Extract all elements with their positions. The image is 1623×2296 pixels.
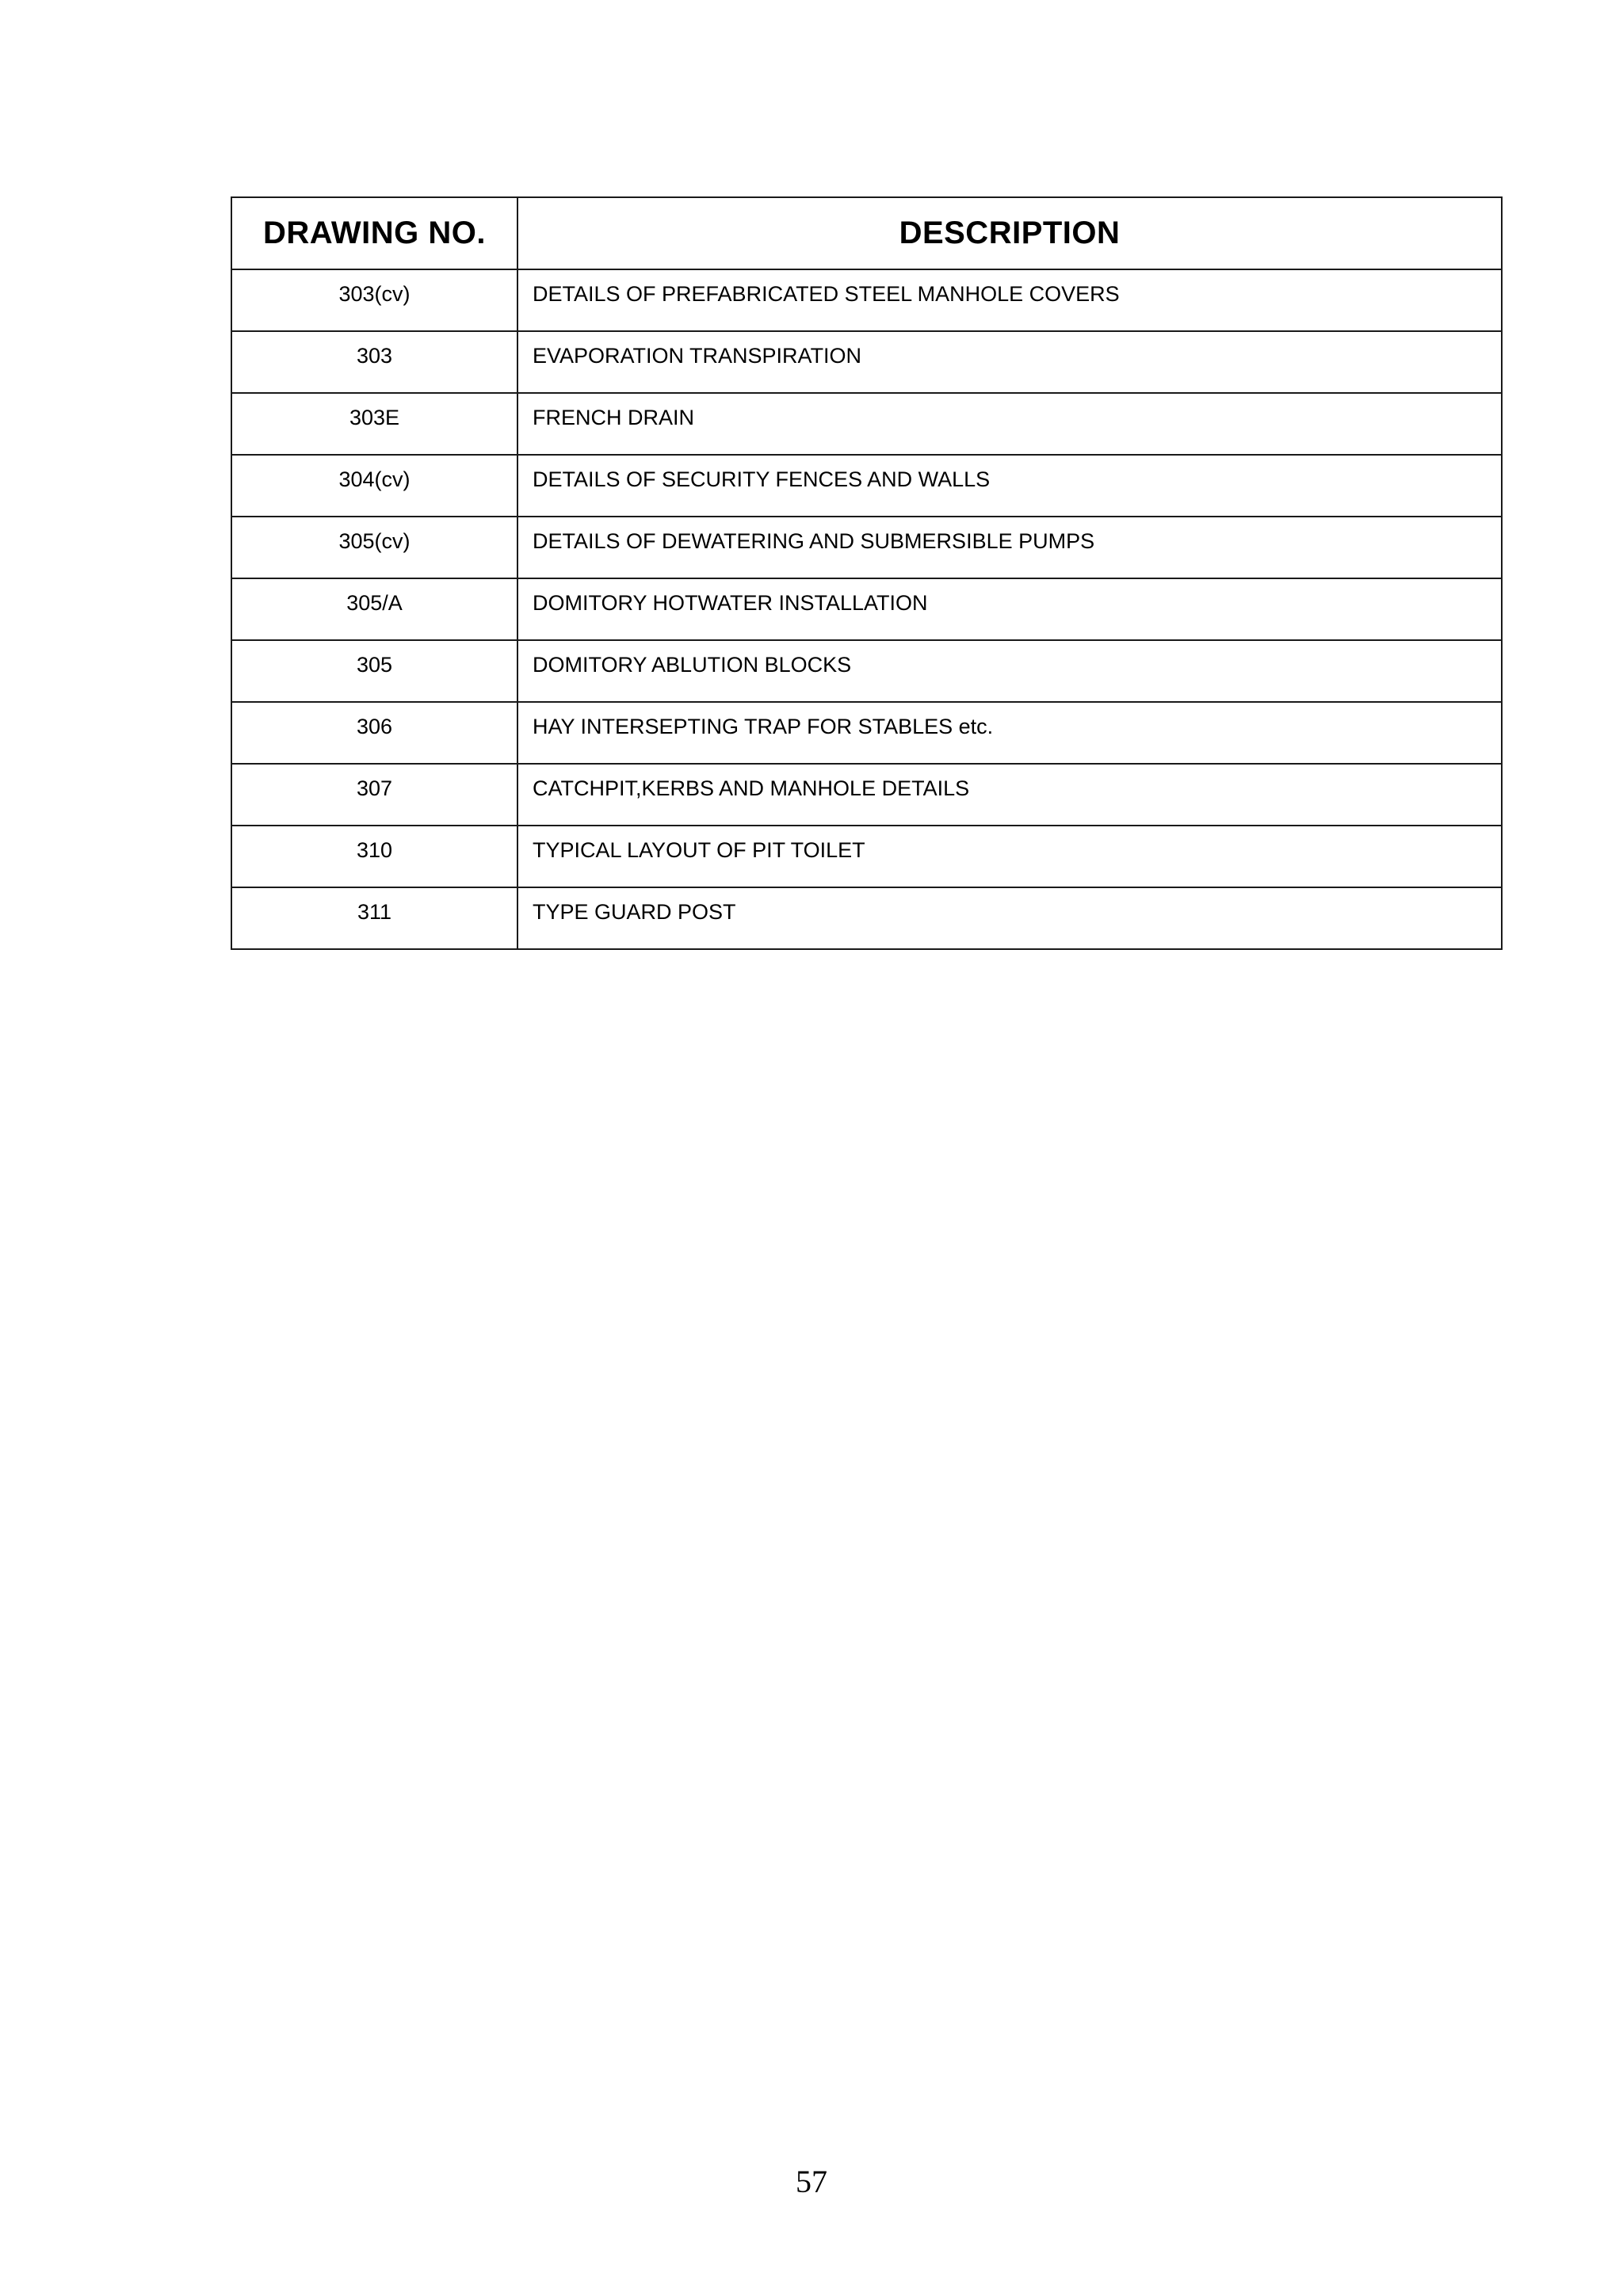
- drawing-no-cell: 311: [231, 887, 517, 949]
- drawing-no-cell: 305/A: [231, 578, 517, 640]
- description-cell: DETAILS OF PREFABRICATED STEEL MANHOLE COVERS: [517, 269, 1502, 331]
- table-row: [231, 578, 1502, 640]
- drawing-no-cell: 303: [231, 331, 517, 393]
- description-cell: HAY INTERSEPTING TRAP FOR STABLES etc.: [517, 702, 1502, 764]
- table-header-row: [231, 197, 1502, 269]
- header-description: DESCRIPTION: [517, 197, 1502, 269]
- table-row: [231, 517, 1502, 578]
- description-cell: TYPE GUARD POST: [517, 887, 1502, 949]
- table-row: [231, 269, 1502, 331]
- drawing-no-cell: 305(cv): [231, 517, 517, 578]
- description-cell: TYPICAL LAYOUT OF PIT TOILET: [517, 826, 1502, 887]
- table-row: [231, 455, 1502, 517]
- description-cell: DETAILS OF DEWATERING AND SUBMERSIBLE PUMPS: [517, 517, 1502, 578]
- drawing-no-cell: 303(cv): [231, 269, 517, 331]
- description-cell: DOMITORY HOTWATER INSTALLATION: [517, 578, 1502, 640]
- description-cell: DOMITORY ABLUTION BLOCKS: [517, 640, 1502, 702]
- table-row: [231, 887, 1502, 949]
- table-row: [231, 393, 1502, 455]
- table-row: [231, 640, 1502, 702]
- drawing-no-cell: 305: [231, 640, 517, 702]
- drawing-no-cell: 310: [231, 826, 517, 887]
- drawing-no-cell: 307: [231, 764, 517, 826]
- page-number: 57: [796, 2164, 827, 2199]
- description-cell: DETAILS OF SECURITY FENCES AND WALLS: [517, 455, 1502, 517]
- table-row: [231, 331, 1502, 393]
- table-row: [231, 702, 1502, 764]
- drawing-no-cell: 304(cv): [231, 455, 517, 517]
- drawing-no-cell: 306: [231, 702, 517, 764]
- table-row: [231, 764, 1502, 826]
- description-cell: EVAPORATION TRANSPIRATION: [517, 331, 1502, 393]
- table-row: [231, 826, 1502, 887]
- drawing-list-table: [231, 196, 1503, 950]
- header-drawing-no: DRAWING NO.: [231, 197, 517, 269]
- description-cell: FRENCH DRAIN: [517, 393, 1502, 455]
- drawing-no-cell: 303E: [231, 393, 517, 455]
- description-cell: CATCHPIT,KERBS AND MANHOLE DETAILS: [517, 764, 1502, 826]
